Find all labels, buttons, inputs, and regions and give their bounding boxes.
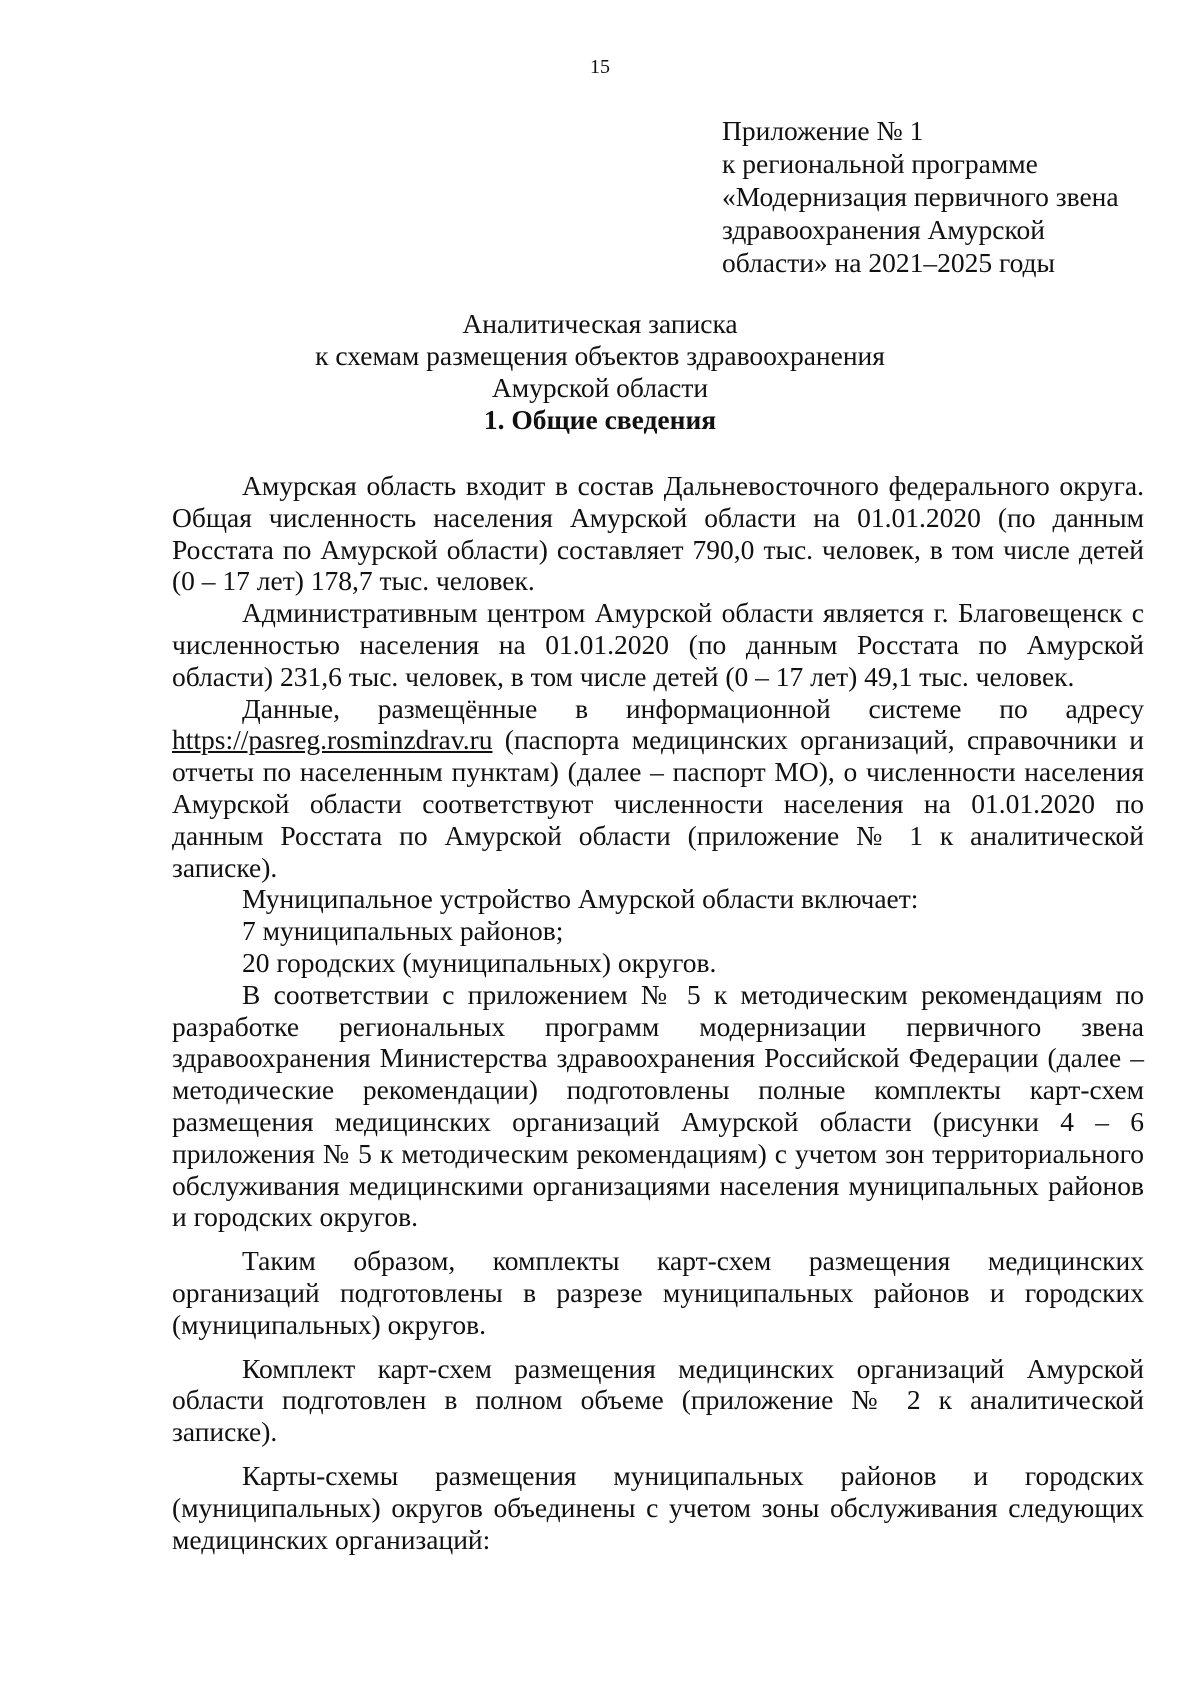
paragraph-text: Данные, размещённые в информационной системе по адресу: [242, 692, 1144, 724]
document-body: [172, 470, 1144, 1555]
paragraph: Карты-схемы размещения муниципальных районов и городских (муниципальных) округов объединены с учетом зоны обслуживания следующих медицинских организаций:: [172, 1459, 1144, 1555]
title-line: Аналитическая записка: [462, 308, 738, 339]
page-number: 15: [590, 56, 610, 78]
paragraph: Таким образом, комплекты карт-схем размещения медицинских организаций подготовлены в разрезе муниципальных районов и городских (муниципальных) округов.: [172, 1245, 1144, 1340]
title-line: к схемам размещения объектов здравоохранения: [315, 340, 885, 371]
section-heading: 1. Общие сведения: [483, 404, 717, 435]
list-item: 7 муниципальных районов;: [242, 915, 564, 947]
list-item: 20 городских (муниципальных) округов.: [242, 946, 717, 978]
appendix-line: «Модернизация первичного звена: [722, 181, 1119, 212]
paragraph: Амурская область входит в состав Дальневосточного федерального округа. Общая численность населения Амурской области на 01.01.2020 (по данным Росстата по Амурской области) составляет 790,0 тыс. человек, в том числе детей (0 – 17 лет) 178,7 тыс. человек.: [172, 470, 1144, 597]
appendix-line: области» на 2021–2025 годы: [722, 247, 1055, 278]
appendix-reference: [722, 114, 1162, 279]
paragraph: Муниципальное устройство Амурской области включает:: [242, 883, 919, 915]
pasreg-link[interactable]: https://pasreg.rosminzdrav.ru: [172, 724, 493, 756]
paragraph: Административным центром Амурской области является г. Благовещенск с численностью населения на 01.01.2020 (по данным Росстата по Амурской области) 231,6 тыс. человек, в том числе детей (0 – 17 лет) 49,1 тыс. человек.: [172, 597, 1144, 692]
title-line: Амурской области: [491, 372, 709, 403]
document-title: [0, 308, 1200, 436]
paragraph: Комплект карт-схем размещения медицинских организаций Амурской области подготовлен в полном объеме (приложение № 2 к аналитической записке).: [172, 1352, 1144, 1448]
paragraph: [172, 693, 1144, 884]
paragraph-text: (паспорта медицинских организаций, справочники и отчеты по населенным пунктам) (далее – паспорт МО), о численности населения Амурской области соответствуют численности населения на 01.01.2020 по данным Росстата по Амурской области (приложение № 1 к аналитической записке).: [172, 724, 1144, 883]
appendix-line: Приложение № 1: [722, 115, 924, 146]
paragraph: В соответствии с приложением № 5 к методическим рекомендациям по разработке региональных программ модернизации первичного звена здравоохранения Министерства здравоохранения Российской Федерации (далее – методические рекомендации) подготовлены полные комплекты карт-схем размещения медицинских организаций Амурской области (рисунки 4 – 6 приложения № 5 к методическим рекомендациям) с учетом зон территориального обслуживания медицинскими организациями населения муниципальных районов и городских округов.: [172, 978, 1144, 1233]
appendix-line: к региональной программе: [722, 148, 1038, 179]
appendix-line: здравоохранения Амурской: [722, 214, 1045, 245]
